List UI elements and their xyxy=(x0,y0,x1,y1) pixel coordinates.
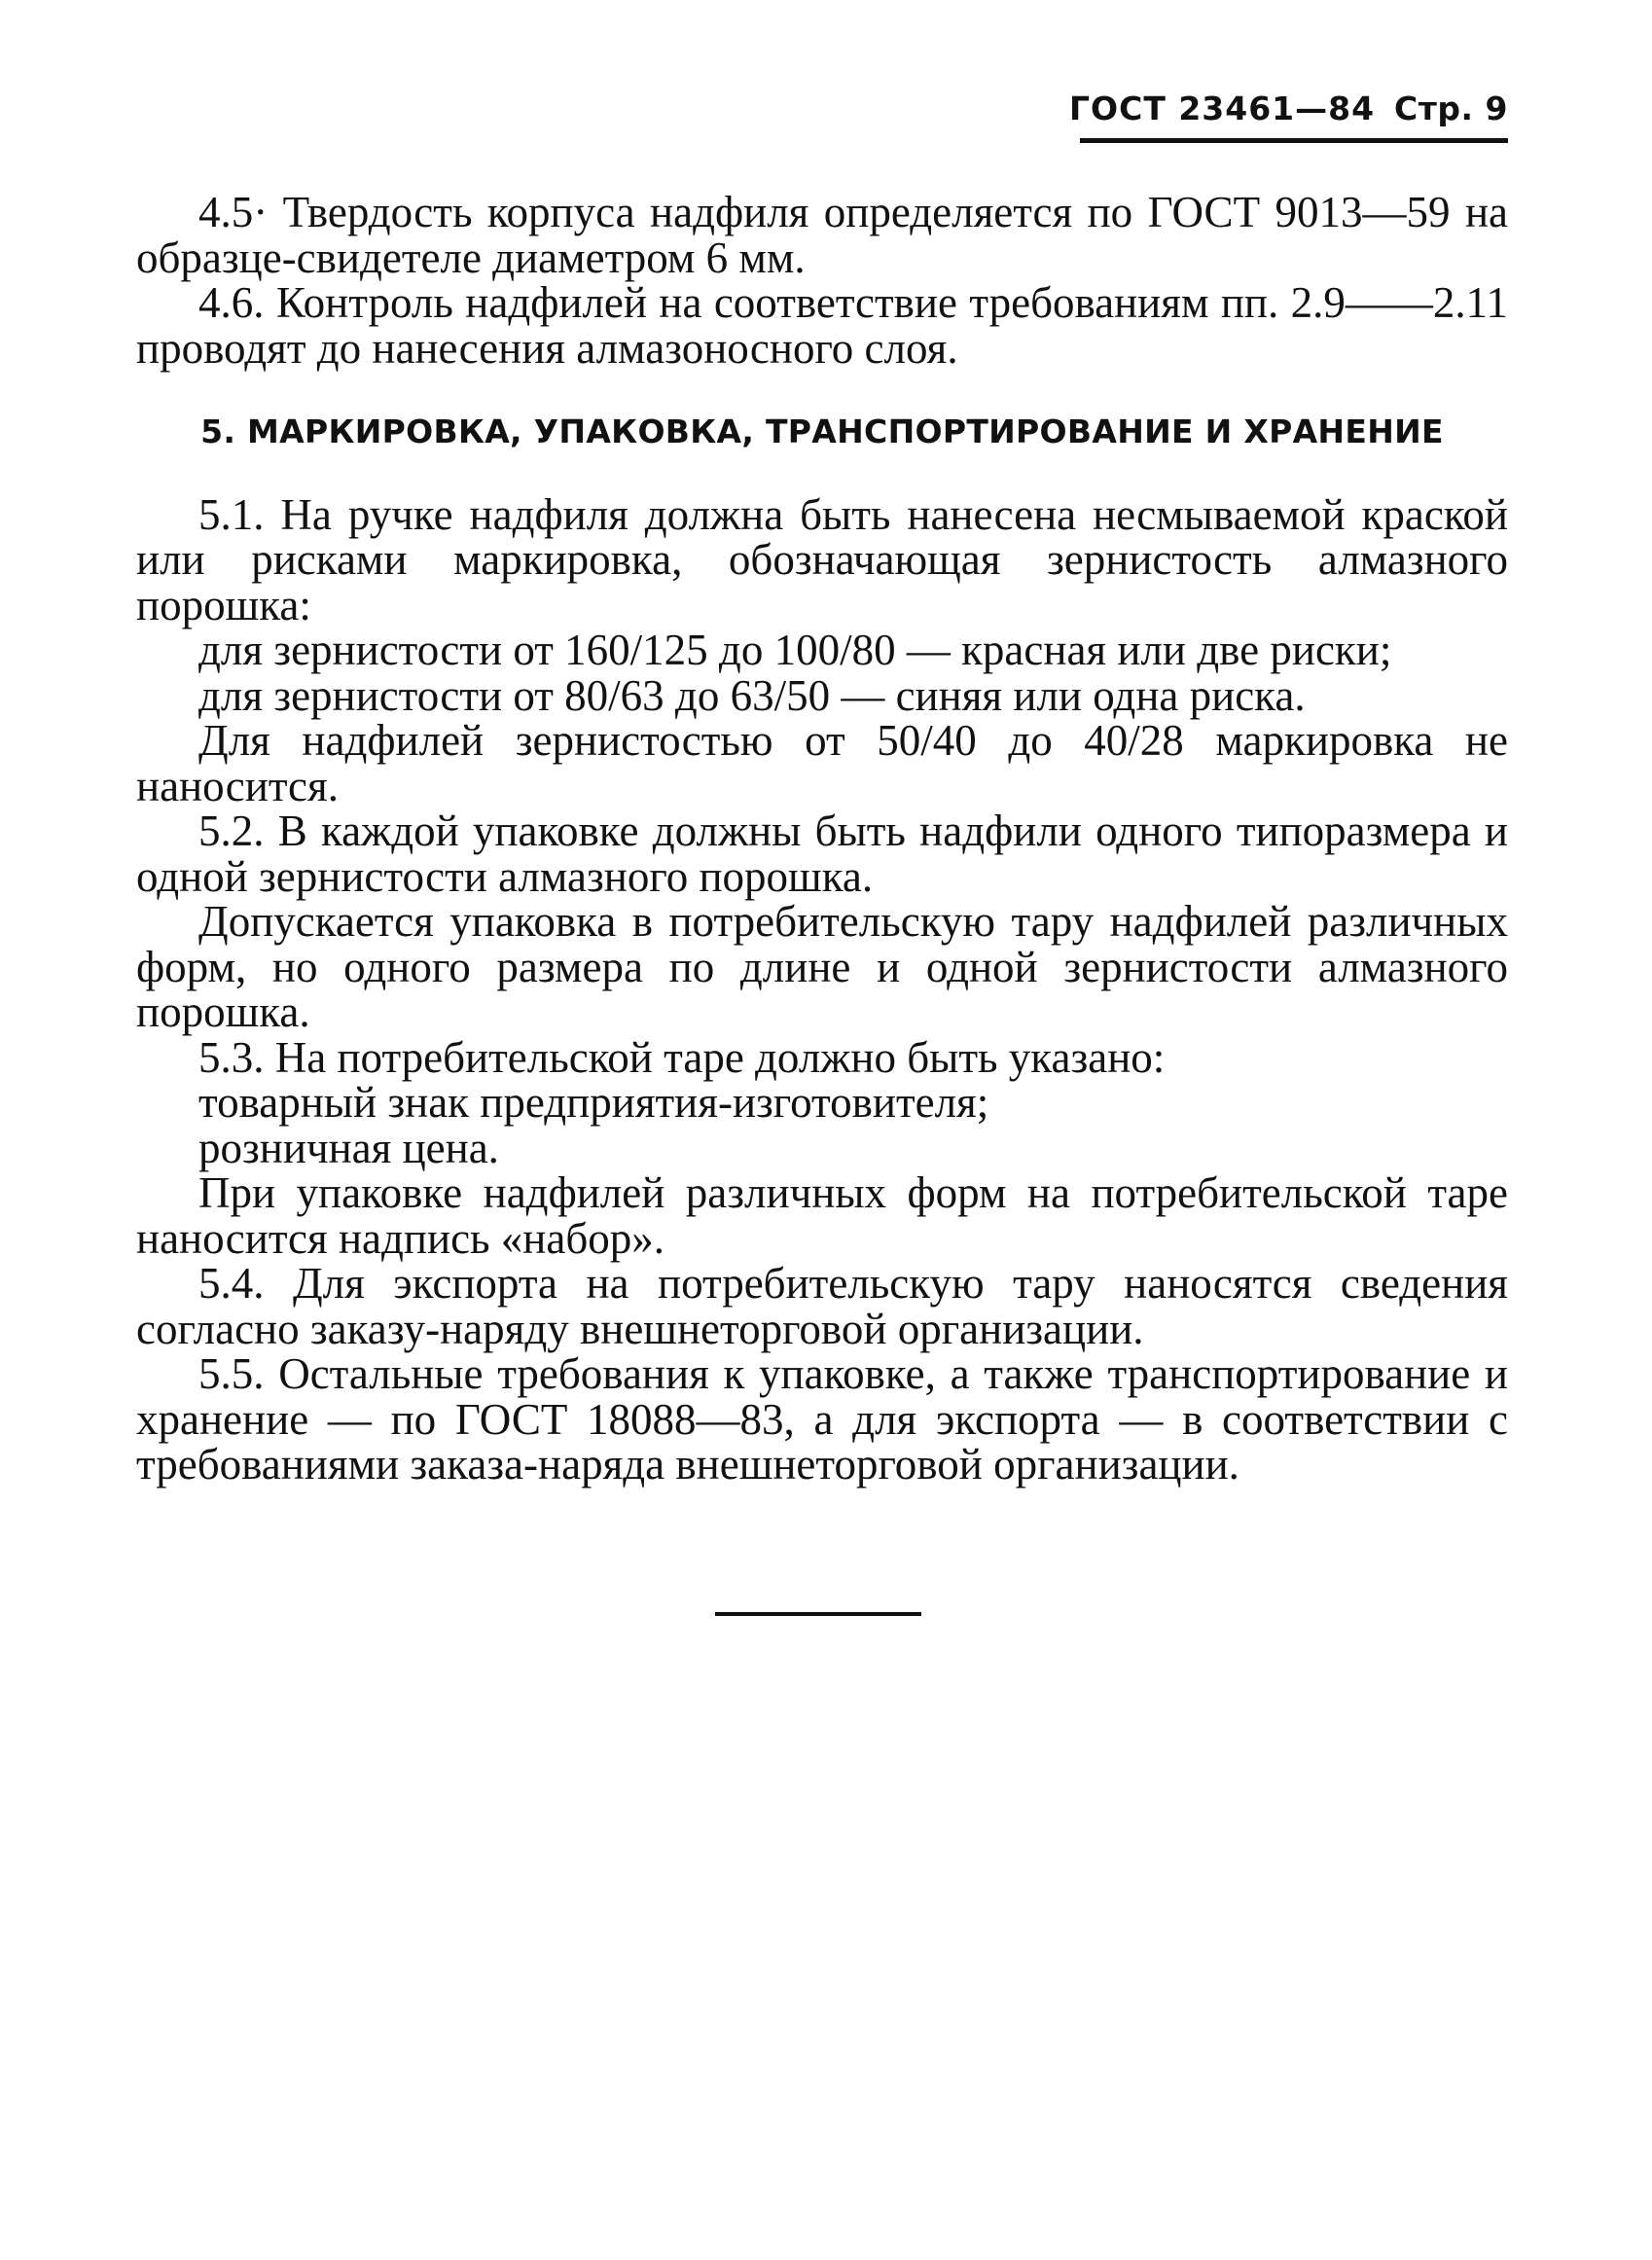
page-number: Стр. 9 xyxy=(1394,90,1508,127)
page-header xyxy=(1069,90,1508,127)
paragraph-5-2: 5.2. В каждой упаковке должны быть надфили одного типоразмера и одной зернистости алмазного порошка. xyxy=(136,807,1508,901)
paragraph-5-1-blue: для зернистости от 80/63 до 63/50 — синяя или одна риска. xyxy=(198,670,1306,720)
paragraph-5-1-red: для зернистости от 160/125 до 100/80 — красная или две риски; xyxy=(198,626,1392,674)
paragraph-5-4: 5.4. Для экспорта на потребительскую тару наносятся сведения согласно заказу-наряду внешнеторговой организации. xyxy=(136,1259,1508,1353)
standard-code: ГОСТ 23461—84 xyxy=(1069,90,1376,127)
paragraph-4-5: 4.5· Твердость корпуса надфиля определяется по ГОСТ 9013—59 на образце-свидетеле диаметром 6 мм. xyxy=(136,188,1508,282)
document-body xyxy=(136,190,1508,1488)
end-rule xyxy=(715,1612,921,1616)
paragraph-5-1: 5.1. На ручке надфиля должна быть нанесена несмываемой краской или рисками маркировка, обозначающая зернистость алмазного порошка: xyxy=(136,489,1508,629)
paragraph-5-3-price: розничная цена. xyxy=(198,1123,499,1172)
paragraph-5-5: 5.5. Остальные требования к упаковке, а также транспортирование и хранение — по ГОСТ 18088—83, а для экспорта — в соответствии с требованиями заказа-наряда внешнеторговой организации. xyxy=(136,1349,1508,1489)
paragraph-5-3-set: При упаковке надфилей различных форм на потребительской таре наносится надпись «набор». xyxy=(136,1168,1508,1263)
paragraph-5-3: 5.3. На потребительской таре должно быть указано: xyxy=(198,1032,1166,1082)
paragraph-5-2-mixed: Допускается упаковка в потребительскую тару надфилей различных форм, но одного размера по длине и одной зернистости алмазного порошка. xyxy=(136,897,1508,1036)
header-rule xyxy=(1080,138,1508,143)
section-5-heading: 5. МАРКИРОВКА, УПАКОВКА, ТРАНСПОРТИРОВАНИЕ И ХРАНЕНИЕ xyxy=(200,413,1444,450)
paragraph-5-3-trademark: товарный знак предприятия-изготовителя; xyxy=(198,1078,989,1127)
paragraph-4-6: 4.6. Контроль надфилей на соответствие требованиям пп. 2.9——2.11 проводят до нанесения алмазоносного слоя. xyxy=(136,278,1508,373)
paragraph-5-1-none: Для надфилей зернистостью от 50/40 до 40/28 маркировка не наносится. xyxy=(136,716,1508,810)
